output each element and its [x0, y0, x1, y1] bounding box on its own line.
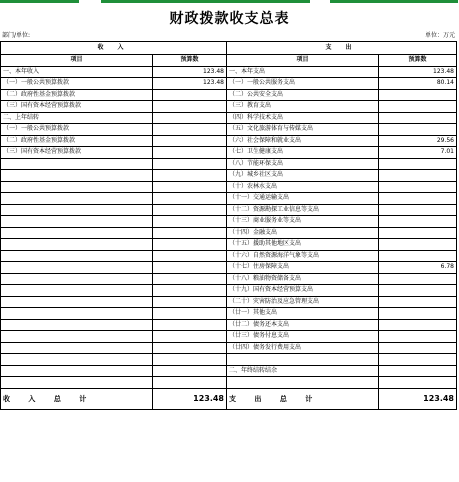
table-row — [1, 66, 457, 78]
expense-section-header: 支 出 — [227, 42, 457, 55]
expense-value-cell — [379, 342, 457, 354]
income-value-cell — [153, 354, 227, 366]
table-row — [1, 377, 457, 389]
expense-item-cell: （八）节能环保支出 — [227, 158, 379, 170]
table-row — [1, 112, 457, 124]
expense-value-cell — [379, 331, 457, 343]
income-item-cell — [1, 170, 153, 182]
section-header-row — [1, 42, 457, 55]
expense-value-cell — [379, 227, 457, 239]
expense-item-cell: （四）科学技术支出 — [227, 112, 379, 124]
expense-value-cell — [379, 250, 457, 262]
expense-item-cell: （十五）援助其他地区支出 — [227, 239, 379, 251]
expense-item-cell: 一、本年支出 — [227, 66, 379, 78]
expense-value-cell — [379, 296, 457, 308]
expense-value-cell — [379, 112, 457, 124]
income-value-cell — [153, 112, 227, 124]
income-item-cell — [1, 181, 153, 193]
expense-item-cell — [227, 377, 379, 389]
income-value-cell: 123.48 — [153, 66, 227, 78]
expense-item-cell: （二）公共安全支出 — [227, 89, 379, 101]
income-budget-header: 预算数 — [153, 55, 227, 67]
expense-value-cell — [379, 319, 457, 331]
income-item-cell: （二）政府性基金预算拨款 — [1, 135, 153, 147]
expense-value-cell — [379, 285, 457, 297]
expense-item-cell: （十八）粮油物资储备支出 — [227, 273, 379, 285]
table-row — [1, 262, 457, 274]
table-row — [1, 250, 457, 262]
expense-item-cell: （十四）金融支出 — [227, 227, 379, 239]
expense-value-cell — [379, 101, 457, 113]
expense-value-cell: 80.14 — [379, 78, 457, 90]
expense-item-cell: （十）农林水支出 — [227, 181, 379, 193]
income-item-cell — [1, 308, 153, 320]
income-value-cell — [153, 101, 227, 113]
income-value-cell — [153, 296, 227, 308]
income-item-cell — [1, 365, 153, 377]
table-row — [1, 124, 457, 136]
income-value-cell — [153, 262, 227, 274]
income-value-cell — [153, 216, 227, 228]
table-row — [1, 342, 457, 354]
income-total-value: 123.48 — [153, 388, 227, 409]
income-value-cell — [153, 227, 227, 239]
income-value-cell — [153, 308, 227, 320]
table-row — [1, 239, 457, 251]
expense-item-cell: （一）一般公共服务支出 — [227, 78, 379, 90]
expense-value-cell — [379, 273, 457, 285]
income-item-cell — [1, 250, 153, 262]
income-total-label: 收 入 总 计 — [1, 388, 153, 409]
income-item-cell — [1, 158, 153, 170]
table-row — [1, 193, 457, 205]
unit-label: 单位：万元 — [424, 32, 455, 39]
table-row — [1, 319, 457, 331]
income-item-cell — [1, 262, 153, 274]
expense-item-cell: （廿四）债务发行费用支出 — [227, 342, 379, 354]
income-item-cell — [1, 319, 153, 331]
income-item-cell — [1, 239, 153, 251]
table-row — [1, 170, 457, 182]
income-item-cell: （三）国有资本经营预算拨款 — [1, 101, 153, 113]
income-value-cell — [153, 89, 227, 101]
expense-item-cell: （五）文化旅游体育与传媒支出 — [227, 124, 379, 136]
expense-value-cell — [379, 239, 457, 251]
income-value-cell — [153, 365, 227, 377]
table-row — [1, 331, 457, 343]
expense-budget-header: 预算数 — [379, 55, 457, 67]
income-item-cell — [1, 193, 153, 205]
income-item-cell: （一）一般公共预算拨款 — [1, 78, 153, 90]
expense-value-cell — [379, 204, 457, 216]
totals-row — [1, 388, 457, 409]
income-value-cell — [153, 285, 227, 297]
income-value-cell — [153, 377, 227, 389]
expense-value-cell — [379, 308, 457, 320]
expense-item-cell: （六）社会保障和就业支出 — [227, 135, 379, 147]
table-row — [1, 354, 457, 366]
table-row — [1, 296, 457, 308]
income-value-cell: 123.48 — [153, 78, 227, 90]
expense-value-cell — [379, 158, 457, 170]
page-title: 财政拨款收支总表 — [169, 11, 290, 27]
income-item-cell — [1, 377, 153, 389]
expense-item-cell: （十三）商业服务业等支出 — [227, 216, 379, 228]
expense-value-cell: 7.01 — [379, 147, 457, 159]
expense-item-cell: （十九）国有资本经营预算支出 — [227, 285, 379, 297]
expense-value-cell: 123.48 — [379, 66, 457, 78]
income-value-cell — [153, 319, 227, 331]
income-item-cell — [1, 331, 153, 343]
table-row — [1, 147, 457, 159]
table-row — [1, 308, 457, 320]
expense-value-cell — [379, 124, 457, 136]
income-value-cell — [153, 204, 227, 216]
income-item-cell — [1, 204, 153, 216]
expense-item-cell: （十一）交通运输支出 — [227, 193, 379, 205]
expense-value-cell — [379, 170, 457, 182]
table-row — [1, 216, 457, 228]
income-item-cell: （一）一般公共预算拨款 — [1, 124, 153, 136]
expense-item-cell: （廿一）其他支出 — [227, 308, 379, 320]
income-value-cell — [153, 331, 227, 343]
table-row — [1, 285, 457, 297]
table-row — [1, 181, 457, 193]
income-item-cell: （二）政府性基金预算拨款 — [1, 89, 153, 101]
income-item-cell — [1, 227, 153, 239]
income-item-cell — [1, 273, 153, 285]
income-item-cell: 一、本年收入 — [1, 66, 153, 78]
income-value-cell — [153, 239, 227, 251]
expense-item-cell: （七）卫生健康支出 — [227, 147, 379, 159]
expense-value-cell: 29.56 — [379, 135, 457, 147]
income-value-cell — [153, 158, 227, 170]
budget-summary-table — [0, 41, 457, 410]
income-value-cell — [153, 135, 227, 147]
table-row — [1, 158, 457, 170]
income-value-cell — [153, 342, 227, 354]
income-value-cell — [153, 124, 227, 136]
table-row — [1, 89, 457, 101]
table-row — [1, 227, 457, 239]
expense-item-cell: （二十）灾害防治及应急管理支出 — [227, 296, 379, 308]
income-item-cell — [1, 342, 153, 354]
expense-item-cell: （十六）自然资源海洋气象等支出 — [227, 250, 379, 262]
table-row — [1, 135, 457, 147]
expense-value-cell — [379, 216, 457, 228]
income-item-cell: 二、上年结转 — [1, 112, 153, 124]
expense-value-cell — [379, 89, 457, 101]
department-label: 部门/单位: — [2, 32, 31, 39]
income-value-cell — [153, 250, 227, 262]
expense-item-cell: （十七）住房保障支出 — [227, 262, 379, 274]
income-value-cell — [153, 273, 227, 285]
expense-item-cell: （三）教育支出 — [227, 101, 379, 113]
income-section-header: 收 入 — [1, 42, 227, 55]
top-accent-bar — [0, 0, 459, 4]
table-row — [1, 78, 457, 90]
table-row — [1, 204, 457, 216]
expense-total-label: 支 出 总 计 — [227, 388, 379, 409]
income-item-cell — [1, 285, 153, 297]
expense-item-cell: （廿三）债务付息支出 — [227, 331, 379, 343]
expense-item-cell: （廿二）债务还本支出 — [227, 319, 379, 331]
expense-item-header: 项目 — [227, 55, 379, 67]
table-row — [1, 101, 457, 113]
expense-item-cell: 二、年终结转结余 — [227, 365, 379, 377]
expense-value-cell: 6.78 — [379, 262, 457, 274]
income-value-cell — [153, 193, 227, 205]
income-item-header: 项目 — [1, 55, 153, 67]
expense-value-cell — [379, 354, 457, 366]
income-item-cell: （三）国有资本经营预算拨款 — [1, 147, 153, 159]
table-row — [1, 273, 457, 285]
income-item-cell — [1, 216, 153, 228]
table-row — [1, 365, 457, 377]
expense-total-value: 123.48 — [379, 388, 457, 409]
expense-value-cell — [379, 181, 457, 193]
income-item-cell — [1, 354, 153, 366]
expense-item-cell: （十二）资源勘探工业信息等支出 — [227, 204, 379, 216]
income-value-cell — [153, 181, 227, 193]
expense-value-cell — [379, 193, 457, 205]
expense-item-cell: （九）城乡社区支出 — [227, 170, 379, 182]
expense-item-cell — [227, 354, 379, 366]
income-item-cell — [1, 296, 153, 308]
expense-value-cell — [379, 377, 457, 389]
income-value-cell — [153, 147, 227, 159]
income-value-cell — [153, 170, 227, 182]
column-header-row — [1, 55, 457, 67]
expense-value-cell — [379, 365, 457, 377]
